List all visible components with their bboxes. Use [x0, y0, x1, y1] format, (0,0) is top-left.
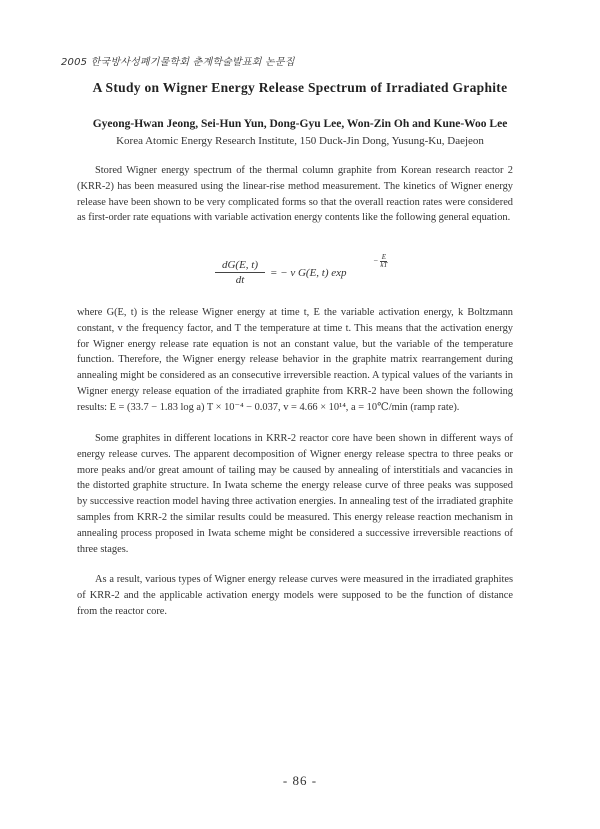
author-list: Gyeong-Hwan Jeong, Sei-Hun Yun, Dong-Gyu Lee, Won-Zin Oh and Kune-Woo Lee — [92, 118, 508, 130]
paragraph-text: Stored Wigner energy spectrum of the thermal column graphite from Korean research reactor 2 (KRR-2) has been measured using the linear-rise method measurement. The kinetics of Wigner energy release have been shown to be very complicated forms so that the overall reaction rates were considered as first-order rate equations with variable activation energy contents like the following general equation. — [77, 165, 513, 224]
paragraph-text: As a result, various types of Wigner energy release curves were measured in the irradiated graphites of KRR-2 and the applicable activation energy models were supposed to be the function of distance from the reactor core. — [77, 574, 513, 617]
paragraph-text: Some graphites in different locations in KRR-2 reactor core have been shown in different ways of energy release curves. The apparent decomposition of Wigner energy release spectra to three peaks or more peaks and/or great amount of tailing may be caused by annealing of interstitials and vacancies in the distorted graphite structure. In Iwata scheme the energy release curve of three peaks was supposed by successive reaction model having three activation energies. In annealing test of the irradiated graphite samples from KRR-2 the similar results could be measured. This energy release reaction mechanism in annealing process proposed in Iwata scheme might be considered a successive irreversible reactions of three stages. — [77, 433, 513, 555]
author-affiliation: Korea Atomic Energy Research Institute, 150 Duck-Jin Dong, Yusung-Ku, Daejeon — [116, 135, 484, 147]
abstract-paragraph-4 — [77, 572, 513, 619]
equation-lhs-fraction — [215, 259, 265, 286]
equation-exponent — [373, 254, 387, 269]
equation-numerator: dG(E, t) — [215, 259, 265, 273]
exponent-numerator: E — [381, 253, 387, 261]
exponent-fraction — [380, 254, 387, 269]
equation-denominator: dt — [235, 274, 245, 286]
page-number: - 86 - — [282, 773, 318, 788]
rate-equation — [215, 253, 405, 293]
abstract-paragraph-3 — [77, 431, 513, 557]
running-header: 2005 한국방사성폐기물학회 춘계학술발표회 논문집 — [61, 57, 295, 68]
exponent-denominator: kT — [380, 261, 388, 269]
paragraph-text: where G(E, t) is the release Wigner energy at time t, E the variable activation energy, k Boltzmann constant, v the frequency factor, and T the temperature at time t. This means that the activation energy for Wigner energy release rate equation is not an constant value, but the variable of the temperature function. Therefore, the Wigner energy release behavior in the graphite matrix rearrangement during annealing might be considered as an consecutive irreversible reaction. A typical values of the variants in Wigner energy release equation of the irradiated graphite from KRR-2 have been shown the following results: E = (33.7 − 1.83 log a) T × 10⁻⁴ − 0.037, v = 4.66 × 10¹⁴, a = 10℃/min (ramp rate). — [77, 307, 513, 413]
exponent-sign: − — [373, 256, 379, 266]
equation-rhs: = − v G(E, t) exp — [270, 267, 347, 279]
abstract-paragraph-1 — [77, 163, 513, 226]
paper-title: A Study on Wigner Energy Release Spectrum of Irradiated Graphite — [92, 80, 508, 95]
abstract-paragraph-2 — [77, 305, 513, 416]
